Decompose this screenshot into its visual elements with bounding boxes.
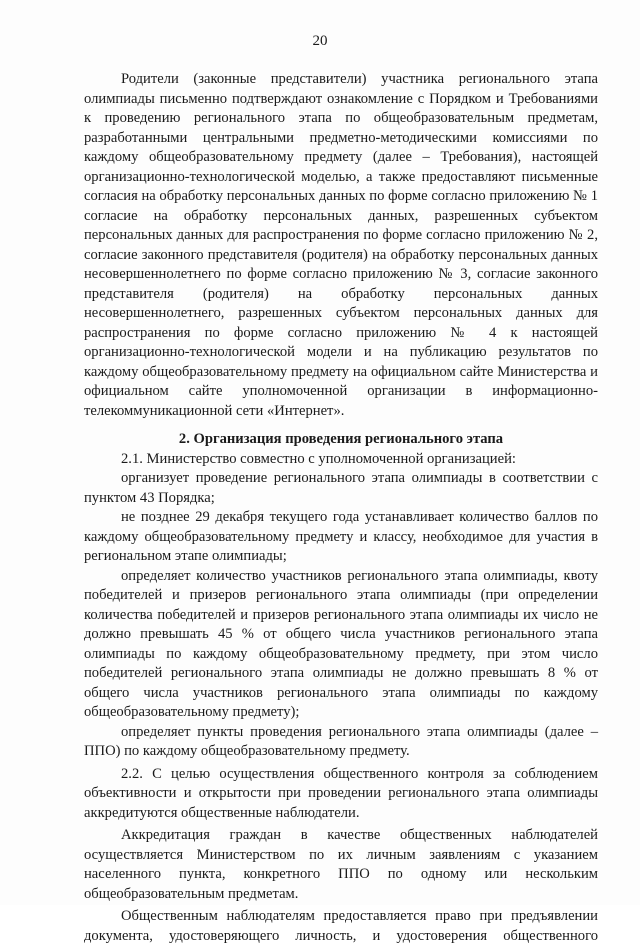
paragraph-2-2: 2.2. С целью осуществления общественного контроля за соблюдением объективности и открытости при проведении регионального этапа олимпиады аккредитуются общественные наблюдатели.: [84, 765, 598, 821]
paragraph-accreditation: Аккредитация граждан в качестве общественных наблюдателей осуществляется Министерством по их личным заявлениям с указанием населенного пункта, конкретного ППО по одному или нескольким общеобразовательным предметам.: [84, 827, 598, 902]
paragraph-ppo: определяет пункты проведения регионального этапа олимпиады (далее – ППО) по каждому общеобразовательному предмету.: [84, 723, 598, 759]
page-number: 20: [312, 33, 328, 49]
paragraph-organizes: организует проведение регионального этапа олимпиады в соответствии с пунктом 43 Порядка;: [84, 470, 598, 506]
paragraph-points-threshold: не позднее 29 декабря текущего года устанавливает количество баллов по каждому общеобразовательному предмету и классу, необходимое для участия в региональном этапе олимпиады;: [84, 509, 598, 564]
section-heading: 2. Организация проведения регионального этапа: [178, 431, 504, 447]
document-body: [84, 70, 598, 946]
paragraph-observers-rights: Общественным наблюдателям предоставляется право при предъявлении документа, удостоверяющего личность, и удостоверения общественного: [84, 908, 598, 944]
paragraph-parents-consent: Родители (законные представители) участника регионального этапа олимпиады письменно подтверждают ознакомление с Порядком и Требованиями к проведению регионального этапа по общеобразовательным предметам, разработанными центральными предметно-методическими комиссиями по каждому общеобразовательному предмету (далее – Требования), настоящей организационно-технологической моделью, а также предоставляют письменные согласия на обработку персональных данных по форме согласно приложению № 1 согласие на обработку персональных данных, разрешенных субъектом персональных данных для распространения по форме согласно приложению № 2, согласие законного представителя (родителя) на обработку персональных данных несовершеннолетнего по форме согласно приложению № 3, согласие законного представителя (родителя) на обработку персональных данных несовершеннолетнего, разрешенных субъектом персональных данных для распространения по форме согласно приложению № 4 к настоящей организационно-технологической модели и на публикацию результатов по каждому общеобразовательному предмету на официальном сайте Министерства и официальном сайте уполномоченной организации в информационно-телекоммуникационной сети «Интернет».: [84, 71, 598, 419]
paragraph-2-1: 2.1. Министерство совместно с уполномоченной организацией:: [121, 450, 516, 467]
paragraph-quota: определяет количество участников регионального этапа олимпиады, квоту победителей и призеров регионального этапа олимпиады (при определении количества победителей и призеров регионального этапа олимпиады их число не должно превышать 45 % от общего числа участников регионального этапа олимпиады по каждому общеобразовательному предмету, при этом число победителей регионального этапа олимпиады не должно превышать 8 % от общего числа участников регионального этапа олимпиады по каждому общеобразовательному предмету);: [84, 567, 598, 720]
